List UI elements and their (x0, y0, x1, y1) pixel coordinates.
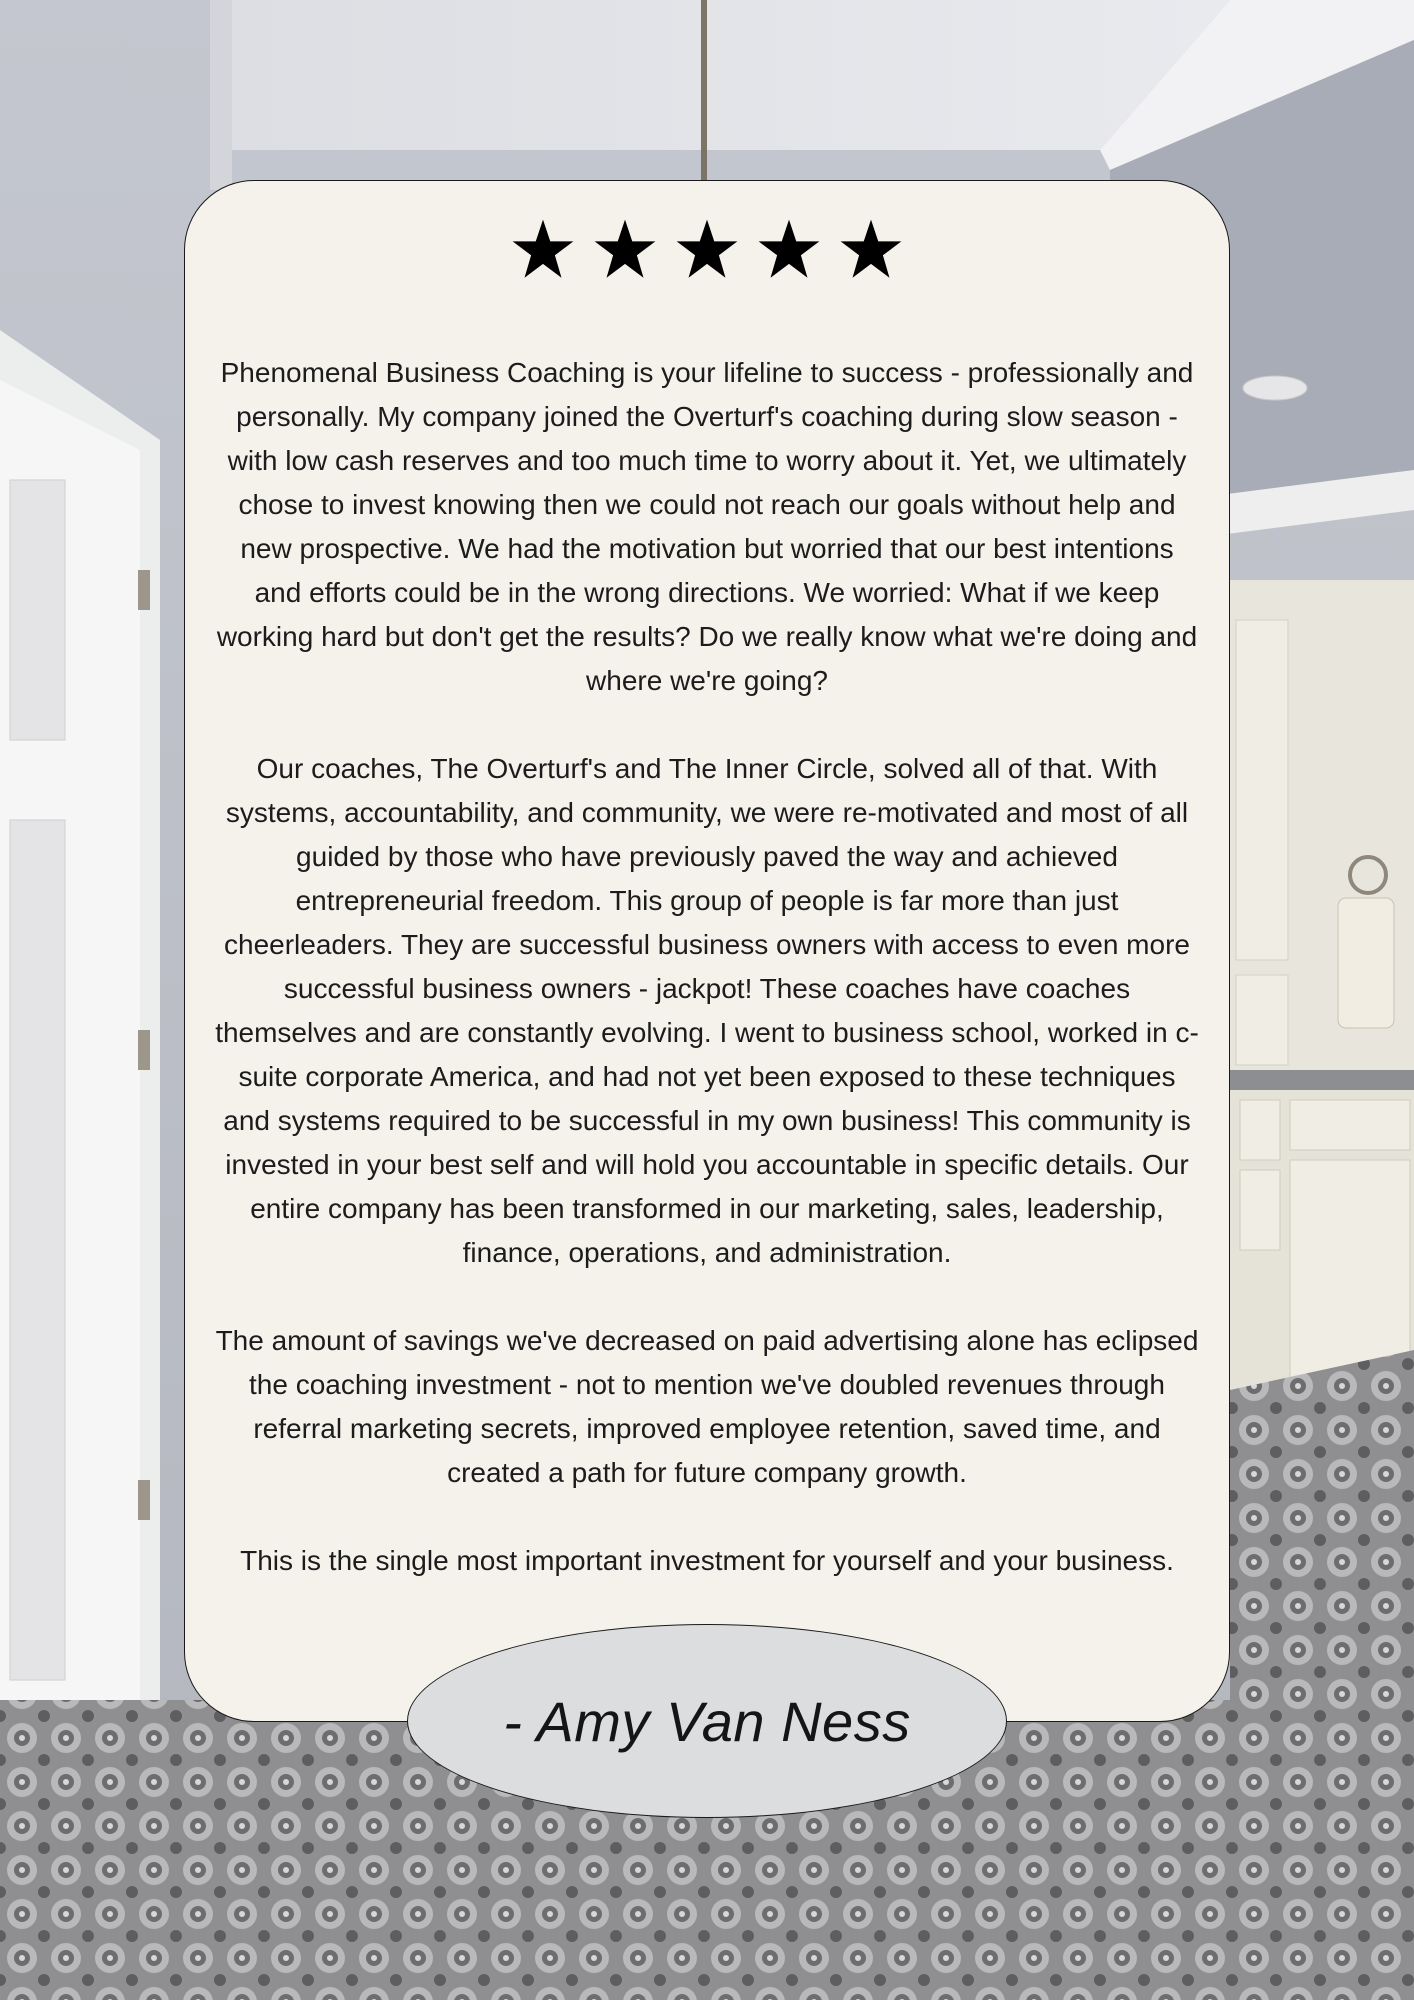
review-paragraph: Phenomenal Business Coaching is your lifeline to success - professionally and personally. My company joined the Overturf's coaching during slow season - with low cash reserves and too much time to worry about it. Yet, we ultimately chose to invest knowing then we could not reach our goals without help and new prospective. We had the motivation but worried that our best intentions and efforts could be in the wrong directions. We worried: What if we keep working hard but don't get the results? Do we really know what we're doing and where we're going? (216, 357, 1198, 696)
review-paragraph: This is the single most important investment for yourself and your business. (240, 1545, 1174, 1576)
star-icon (756, 217, 822, 283)
star-icon (592, 217, 658, 283)
review-text (215, 351, 1199, 1627)
author-name: - Amy Van Ness (503, 1689, 911, 1753)
review-paragraph: Our coaches, The Overturf's and The Inner Circle, solved all of that. With systems, accountability, and community, we were re-motivated and most of all guided by those who have previously paved the way and achieved entrepreneurial freedom. This group of people is far more than just cheerleaders. They are successful business owners with access to even more successful business owners - jackpot! These coaches have coaches themselves and are constantly evolving. I went to business school, worked in c-suite corporate America, and had not yet been exposed to these techniques and systems required to be successful in my own business! This community is invested in your best self and will hold you accountable in specific details. Our entire company has been transformed in our marketing, sales, leadership, finance, operations, and administration. (215, 753, 1199, 1268)
review-paragraph: The amount of savings we've decreased on paid advertising alone has eclipsed the coaching investment - not to mention we've doubled revenues through referral marketing secrets, improved employee retention, saved time, and created a path for future company growth. (215, 1325, 1199, 1488)
star-rating (185, 217, 1229, 283)
testimonial-card (184, 180, 1230, 1722)
star-icon (674, 217, 740, 283)
star-icon (838, 217, 904, 283)
star-icon (510, 217, 576, 283)
author-badge (407, 1624, 1007, 1818)
